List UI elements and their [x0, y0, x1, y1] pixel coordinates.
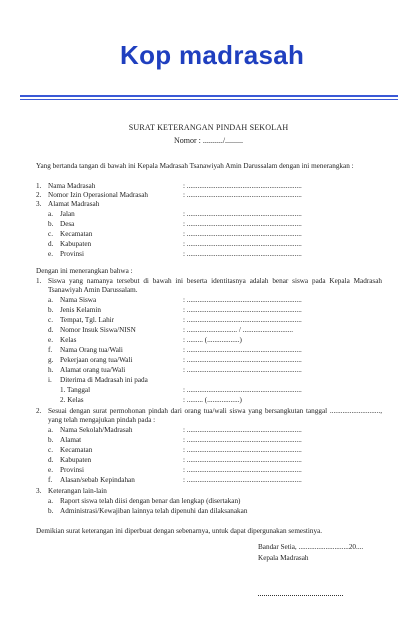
field-value: : ................................................................	[183, 316, 302, 324]
field-value: : ................................................................	[183, 230, 302, 238]
list-letter: h.	[48, 366, 54, 374]
field-value: : ................................................................	[183, 220, 302, 228]
list-number: 2.	[36, 407, 42, 415]
request-statement: Sesuai dengan surat permohonan pindah dari orang tua/wali siswa yang bersangkutan tanggal ............................, yang telah mengajukan pindah pada :	[48, 407, 382, 424]
field-value: : ................................................................	[183, 306, 302, 314]
list-letter: f.	[48, 476, 53, 484]
list-letter: d.	[48, 240, 54, 248]
field-label: Nomor Insuk Siswa/NISN	[60, 326, 136, 334]
list-letter: f.	[48, 346, 53, 354]
field-label: Tempat, Tgl. Lahir	[60, 316, 115, 324]
field-label: 1. Tanggal	[60, 386, 91, 394]
field-label: Nama Siswa	[60, 296, 97, 304]
field-label: Provinsi	[60, 250, 84, 258]
letterhead-rule-thick	[20, 95, 398, 97]
field-label: Nomor Izin Operasional Madrasah	[48, 191, 148, 199]
field-label: Provinsi	[60, 466, 84, 474]
field-label: Diterima di Madrasah ini pada	[60, 376, 148, 384]
list-letter: i.	[48, 376, 52, 384]
list-letter: a.	[48, 497, 53, 505]
list-number: 2.	[36, 191, 42, 199]
list-letter: a.	[48, 296, 53, 304]
field-label: Keterangan lain-lain	[48, 487, 107, 495]
field-value: : ................................................................	[183, 466, 302, 474]
list-number: 1.	[36, 182, 42, 190]
student-statement: Siswa yang namanya tersebut di bawah ini beserta identitasnya adalah benar siswa pada Kepala Madrasah Tsanawiyah Amin Darussalam.	[48, 277, 382, 294]
field-label: Kabupaten	[60, 456, 92, 464]
list-number: 3.	[36, 200, 42, 208]
list-letter: a.	[48, 426, 53, 434]
closing-statement: Demikian surat keterangan ini diperbuat dengan sebenarnya, untuk dapat dipergunakan semestinya.	[36, 527, 323, 535]
field-value: : ................................................................	[183, 240, 302, 248]
field-value: : ................................................................	[183, 426, 302, 434]
list-letter: d.	[48, 326, 54, 334]
signature-place-date: Bandar Setia, ............................20....	[258, 543, 364, 551]
field-value: : ............................ / ............................	[183, 326, 294, 334]
field-value: : ................................................................	[183, 446, 302, 454]
field-label: Desa	[60, 220, 75, 228]
field-value: : ................................................................	[183, 456, 302, 464]
list-letter: e.	[48, 336, 53, 344]
list-letter: c.	[48, 230, 53, 238]
section-intro: Dengan ini menerangkan bahwa :	[36, 267, 133, 275]
field-value: : ................................................................	[183, 366, 302, 374]
list-letter: b.	[48, 220, 54, 228]
field-value: : ................................................................	[183, 250, 302, 258]
field-label: 2. Kelas	[60, 396, 84, 404]
list-letter: e.	[48, 250, 53, 258]
field-value: : ................................................................	[183, 476, 302, 484]
field-value: : ................................................................	[183, 436, 302, 444]
field-label: Kelas	[60, 336, 77, 344]
field-label: Alasan/sebab Kepindahan	[60, 476, 135, 484]
list-letter: d.	[48, 456, 54, 464]
list-letter: a.	[48, 210, 53, 218]
document-title: SURAT KETERANGAN PINDAH SEKOLAH	[128, 123, 289, 132]
list-letter: c.	[48, 316, 53, 324]
field-value: : ................................................................	[183, 296, 302, 304]
list-number: 1.	[36, 277, 42, 285]
field-value: : ................................................................	[183, 356, 302, 364]
list-letter: b.	[48, 436, 54, 444]
document-number: Nomor : ........../.........	[173, 136, 244, 145]
field-label: Alamat	[60, 436, 82, 444]
field-value: : ......... (..................)	[183, 396, 242, 404]
field-label: Nama Orang tua/Wali	[60, 346, 123, 354]
signature-line	[258, 595, 343, 596]
field-label: Jalan	[60, 210, 75, 218]
field-label: Kabupaten	[60, 240, 92, 248]
field-label: Pekerjaan orang tua/Wali	[60, 356, 133, 364]
intro-paragraph: Yang bertanda tangan di bawah ini Kepala Madrasah Tsanawiyah Amin Darussalam dengan ini menerangkan :	[36, 162, 354, 170]
field-value: : ................................................................	[183, 182, 302, 190]
note-text: Administrasi/Kewajiban lainnya telah dipenuhi dan dilaksanakan	[60, 507, 248, 515]
letterhead-rule-thin	[20, 99, 398, 100]
list-letter: e.	[48, 466, 53, 474]
field-value: : ................................................................	[183, 346, 302, 354]
signature-position: Kepala Madrasah	[258, 554, 309, 562]
field-label: Kecamatan	[60, 230, 93, 238]
field-value: : ................................................................	[183, 210, 302, 218]
list-letter: b.	[48, 306, 54, 314]
field-label: Jenis Kelamin	[60, 306, 101, 314]
letterhead-title: Kop madrasah	[120, 40, 305, 70]
list-letter: c.	[48, 446, 53, 454]
list-letter: g.	[48, 356, 54, 364]
field-label: Kecamatan	[60, 446, 93, 454]
list-letter: b.	[48, 507, 54, 515]
list-number: 3.	[36, 487, 42, 495]
field-label: Nama Madrasah	[48, 182, 96, 190]
note-text: Raport siswa telah diisi dengan benar dan lengkap (disertakan)	[60, 497, 241, 505]
field-value: : ................................................................	[183, 191, 302, 199]
field-label: Alamat orang tua/Wali	[60, 366, 126, 374]
field-label: Alamat Madrasah	[48, 200, 100, 208]
field-value: : ......... (..................)	[183, 336, 242, 344]
field-value: : ................................................................	[183, 386, 302, 394]
field-label: Nama Sekolah/Madrasah	[60, 426, 133, 434]
